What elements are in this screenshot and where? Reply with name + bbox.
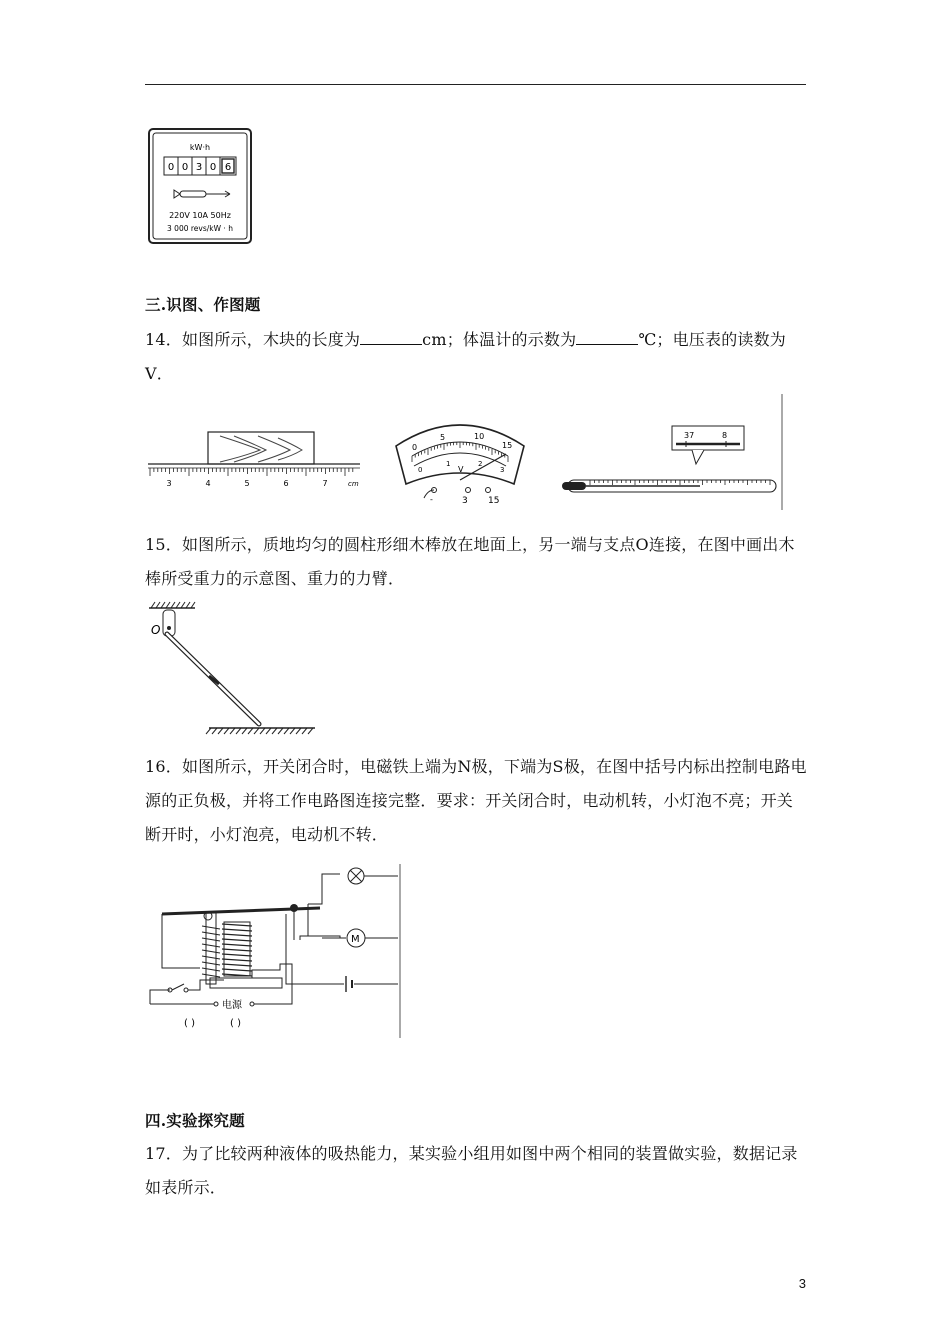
ruler-label: 4 xyxy=(205,479,211,488)
section-4-title: 四.实验探究题 xyxy=(145,1111,245,1130)
tick-mark xyxy=(302,728,307,734)
question-15: 15．如图所示，质地均匀的圆柱形细木棒放在地面上，另一端与支点O连接，在图中画出木棒所受重力的示意图、重力的力臂． xyxy=(145,535,795,588)
voltmeter-terminal-label: - xyxy=(430,495,433,504)
power-source-label: 电源 xyxy=(222,1000,242,1011)
tick-mark xyxy=(171,602,175,608)
section-3-title: 三.识图、作图题 xyxy=(145,295,261,314)
tick-mark xyxy=(156,602,160,608)
question-17: 17．为了比较两种液体的吸热能力，某实验小组用如图中两个相同的装置做实验，数据记录如表所示． xyxy=(145,1144,798,1197)
tick-mark xyxy=(222,949,252,951)
voltmeter-bottom-label: 1 xyxy=(446,460,451,468)
voltmeter-bottom-label: 3 xyxy=(500,466,505,474)
tick-mark xyxy=(296,728,301,734)
tick-mark xyxy=(191,602,195,608)
ruler-ticks xyxy=(150,468,353,476)
tick-mark xyxy=(278,728,283,734)
tick-mark xyxy=(161,602,165,608)
voltmeter-top-label: 5 xyxy=(440,433,446,442)
tick-mark xyxy=(176,602,180,608)
tick-mark xyxy=(202,932,220,935)
voltmeter-top-label: 10 xyxy=(474,432,485,441)
meter-digit: 0 xyxy=(209,162,217,173)
iron-frame xyxy=(206,912,216,984)
tick-mark xyxy=(230,728,235,734)
voltmeter-terminal-label: 15 xyxy=(488,496,500,506)
pivot-bracket xyxy=(163,610,175,636)
terminal-icon xyxy=(466,488,471,493)
tick-mark xyxy=(254,728,259,734)
meter-digit: 6 xyxy=(224,162,232,173)
tick-mark xyxy=(222,929,252,931)
motor-label: M xyxy=(351,934,360,945)
thermometer-label: 8 xyxy=(722,431,728,440)
tick-mark xyxy=(222,934,252,936)
spring xyxy=(202,926,220,977)
tick-mark xyxy=(202,968,220,971)
tick-mark xyxy=(186,602,190,608)
tick-mark xyxy=(166,602,170,608)
tick-mark xyxy=(222,954,252,956)
pivot-label: O xyxy=(151,623,161,637)
thermometer-zoom-box xyxy=(672,426,744,450)
tick-mark xyxy=(236,728,241,734)
tick-mark xyxy=(181,602,185,608)
power-terminal-icon xyxy=(250,1002,254,1006)
tick-mark xyxy=(272,728,277,734)
tick-mark xyxy=(224,728,229,734)
tick-mark xyxy=(290,728,295,734)
voltmeter-top-label: 15 xyxy=(502,441,513,450)
tick-mark xyxy=(151,602,155,608)
ruler-unit: cm xyxy=(348,480,359,488)
voltmeter-bottom-label: 0 xyxy=(418,466,423,474)
voltmeter-top-label: 0 xyxy=(412,443,418,452)
polarity-bracket-right[interactable]: ( ) xyxy=(230,1018,241,1029)
meter-unit: kW·h xyxy=(189,143,211,152)
voltmeter-bottom-label: 2 xyxy=(478,460,483,468)
question-16: 16．如图所示，开关闭合时，电磁铁上端为N极，下端为S极，在图中括号内标出控制电路电源的正负极，并将工作电路图连接完整．要求：开关闭合时，电动机转，小灯泡不亮；开关断开时，小灯泡亮，电动机不转． xyxy=(145,757,807,844)
header-rule xyxy=(145,84,806,85)
tick-mark xyxy=(206,728,211,734)
answer-blank-length[interactable] xyxy=(360,330,422,345)
tick-mark xyxy=(212,728,217,734)
tick-mark xyxy=(222,924,252,926)
tick-mark xyxy=(222,969,252,971)
meter-spec-1: 220V 10A 50Hz xyxy=(169,211,231,220)
answer-blank-temperature[interactable] xyxy=(576,330,638,345)
tick-mark xyxy=(222,964,252,966)
pivot-point xyxy=(167,626,171,630)
tick-mark xyxy=(218,728,223,734)
voltmeter-terminal-label: 3 xyxy=(462,496,468,506)
tick-mark xyxy=(202,956,220,959)
question-14: 14．如图所示，木块的长度为 cm；体温计的示数为 ℃；电压表的读数为 V． xyxy=(145,330,787,383)
tick-mark xyxy=(202,974,220,977)
tick-mark xyxy=(248,728,253,734)
voltmeter-ticks xyxy=(412,442,508,462)
thermometer-ticks xyxy=(590,480,770,485)
tick-mark xyxy=(222,959,252,961)
tick-mark xyxy=(308,728,313,734)
ground-hatch xyxy=(206,728,313,734)
voltmeter-figure xyxy=(390,410,530,506)
tick-mark xyxy=(202,962,220,965)
clinical-thermometer-figure xyxy=(560,394,784,510)
tick-mark xyxy=(202,944,220,947)
tick-mark xyxy=(202,938,220,941)
electromagnetic-relay-figure xyxy=(140,860,404,1040)
thermometer-bulb xyxy=(562,482,586,490)
rod-pivot-figure xyxy=(145,600,320,740)
tick-mark xyxy=(260,728,265,734)
voltmeter-symbol: V xyxy=(458,465,464,474)
ruler-label: 3 xyxy=(166,479,172,488)
power-terminal-icon xyxy=(214,1002,218,1006)
ceiling-hatch xyxy=(151,602,195,608)
thermometer-label: 37 xyxy=(684,431,695,440)
tick-mark xyxy=(202,926,220,929)
tick-mark xyxy=(242,728,247,734)
ruler-label: 6 xyxy=(283,479,289,488)
tick-mark xyxy=(266,728,271,734)
electromagnet-coil xyxy=(222,924,252,976)
tick-mark xyxy=(222,944,252,946)
rotating-disc-icon xyxy=(174,190,230,198)
meter-spec-2: 3 000 revs/kW · h xyxy=(167,224,233,233)
electricity-meter-figure xyxy=(148,128,252,244)
ruler-label: 5 xyxy=(244,479,250,488)
terminal-icon xyxy=(486,488,491,493)
tick-mark xyxy=(284,728,289,734)
polarity-bracket-left[interactable]: ( ) xyxy=(184,1018,195,1029)
ruler-wood-block-figure xyxy=(148,428,363,494)
meter-digit: 0 xyxy=(167,162,175,173)
meter-digit: 0 xyxy=(181,162,189,173)
ruler-label: 7 xyxy=(322,479,328,488)
tick-mark xyxy=(202,950,220,953)
page-number: 3 xyxy=(798,1276,806,1291)
tick-mark xyxy=(222,939,252,941)
meter-digit: 3 xyxy=(195,162,203,173)
